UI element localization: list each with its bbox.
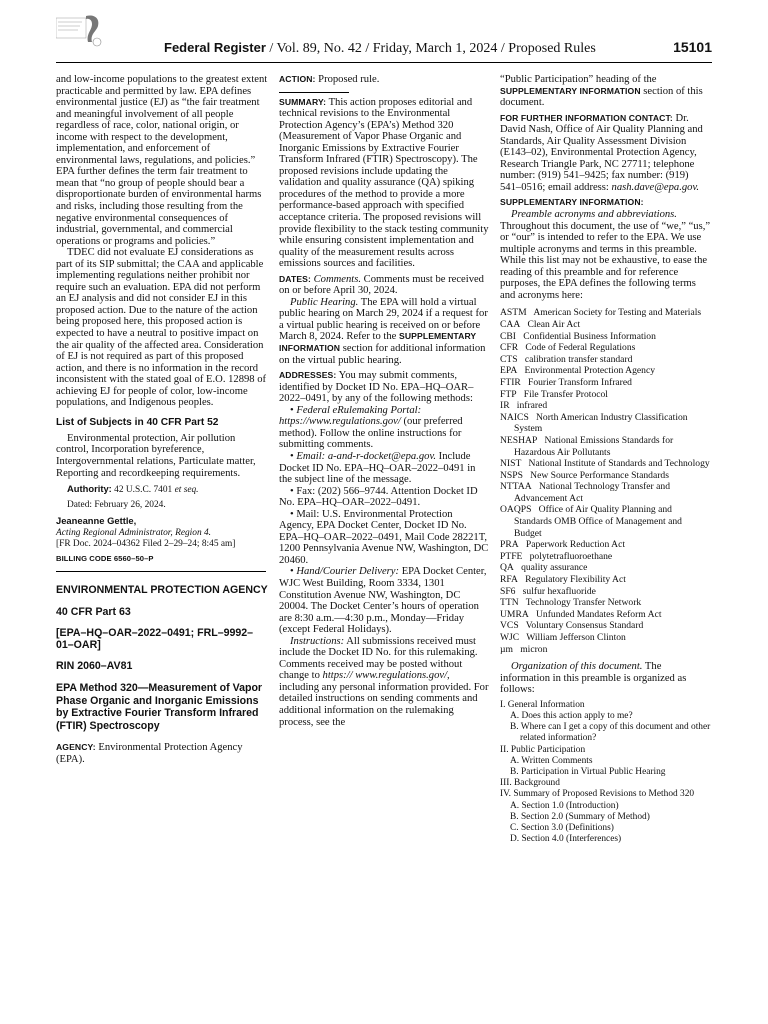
acronym-definition: Environmental Protection Agency [524, 365, 656, 377]
signer-name: Jeaneanne Gettle, [56, 515, 137, 527]
running-head: Federal Register / Vol. 89, No. 42 / Friday, March 1, 2024 / Proposed Rules [164, 40, 596, 56]
acronym-item [500, 539, 712, 551]
billing-code: BILLING CODE 6560–50–P [56, 554, 154, 564]
bullet-hand-delivery: • Hand/Courier Delivery: EPA Docket Center, WJC West Building, Room 3334, 1301 Constitution Avenue NW, Washington, DC 20004. The Docket Center’s hours of operation are 8:30 a.m.—4:30 p.m., Monday—Friday (except Federal Holidays). [279, 566, 487, 636]
acronym-definition: North American Industry Classification System [514, 411, 688, 435]
acronym-item [500, 412, 712, 435]
subjects-text: Environmental protection, Air pollution control, Incorporation byreference, Intergovernmental relations, Particulate matter, Reporting and recordkeeping requirements. [56, 432, 256, 479]
acronym-term: RFA [500, 574, 518, 586]
bullet-email: • Email: a-and-r-docket@epa.gov. Include Docket ID No. EPA–HQ–OAR–2022–0491 in the subject line of the message. [279, 450, 476, 486]
section-divider [56, 571, 266, 572]
acronym-item [500, 331, 712, 343]
acronym-definition: Clean Air Act [527, 318, 581, 330]
acronym-item [500, 389, 712, 401]
dates-paragraph: DATES: Comments. Comments must be received on or before April 30, 2024. [279, 273, 484, 297]
acronym-item [500, 354, 712, 366]
dated-line: Dated: February 26, 2024. [67, 500, 166, 511]
action-line: ACTION: Proposed rule. [279, 74, 380, 85]
acronym-item [500, 400, 712, 412]
acronym-item [500, 586, 712, 598]
table-of-contents [500, 700, 712, 846]
toc-item: I. General Information [500, 699, 585, 710]
acronym-term: NESHAP [500, 434, 538, 446]
toc-item: D. Section 4.0 (Interferences) [510, 834, 622, 845]
acronym-definition: polytetrafluoroethane [529, 550, 613, 562]
rin-line: RIN 2060–AV81 [56, 659, 133, 672]
toc-item: IV. Summary of Proposed Revisions to Method 320 [500, 789, 695, 800]
acronym-term: WJC [500, 632, 520, 644]
agency-text: Environmental Protection Agency (EPA). [56, 742, 243, 765]
acronym-definition: infrared [516, 400, 548, 412]
toc-item: A. Written Comments [510, 755, 593, 766]
toc-item: A. Section 1.0 (Introduction) [510, 800, 619, 811]
acronym-term: FTIR [500, 376, 521, 388]
toc-item: A. Does this action apply to me? [510, 711, 633, 722]
acronym-term: OAQPS [500, 504, 532, 516]
acronym-item [500, 620, 712, 632]
hearing-paragraph: Public Hearing. The EPA will hold a virtual public hearing on March 29, 2024 if a request for a virtual public hearing is received on or before March 8, 2024. Refer to the SUPPLEMENTARY INFORMATION section for additional information on the virtual public hearing. [279, 296, 488, 366]
acronym-item [500, 504, 712, 539]
acronym-term: QA [500, 562, 514, 574]
acronym-item [500, 458, 712, 470]
journal-name: Federal Register [164, 40, 266, 55]
acronym-term: PRA [500, 539, 519, 551]
acronym-term: ASTM [500, 307, 527, 319]
gpo-seal-icon [56, 12, 106, 52]
acronym-term: FTP [500, 388, 517, 400]
acronym-term: PTFE [500, 550, 523, 562]
authority-line [56, 483, 268, 496]
volume-info: Vol. 89, No. 42 [276, 41, 362, 56]
acronym-term: NAICS [500, 411, 529, 423]
acronym-definition: Technology Transfer Network [525, 597, 642, 609]
toc-item: B. Participation in Virtual Public Hearing [510, 767, 666, 778]
acronym-term: CBI [500, 330, 516, 342]
acronym-item [500, 481, 712, 504]
acronym-definition: micron [520, 643, 548, 655]
authority-label: Authority: [67, 483, 112, 495]
acronym-item [500, 307, 712, 319]
section-name: Proposed Rules [508, 41, 596, 56]
acronym-term: CFR [500, 342, 519, 354]
acronym-definition: Confidential Business Information [523, 330, 656, 342]
agency-label: AGENCY: [56, 742, 96, 753]
column-2 [279, 74, 489, 728]
acronym-item [500, 609, 712, 621]
acronym-definition: File Transfer Protocol [523, 388, 608, 400]
acronym-term: EPA [500, 365, 518, 377]
cfr-part: 40 CFR Part 63 [56, 606, 131, 619]
acronym-definition: National Emissions Standards for Hazardous Air Pollutants [514, 434, 674, 458]
acronym-term: NIST [500, 458, 522, 470]
acronym-item [500, 365, 712, 377]
summary-paragraph: SUMMARY: This action proposes editorial and technical revisions to the Environmental Protection Agency’s (EPA’s) Method 320 (Measurement of Vapor Phase Organic and Inorganic Emissions by Extractive Fourier Transform Infrared (FTIR) Spectroscopy). The proposed revisions include updating the validation and quality assurance (QA) spiking procedures of the method to provide a more performance-based approach with specified acceptance criteria. The proposed revisions will provide flexibility to the stack testing community while ensuring consistent implementation and quality of the measurement results across emissions sources and facilities. [279, 96, 489, 270]
acronym-term: CAA [500, 318, 521, 330]
agency-heading: ENVIRONMENTAL PROTECTION AGENCY [56, 583, 268, 596]
supplementary-heading: SUPPLEMENTARY INFORMATION: [500, 197, 644, 208]
acronym-definition: Code of Federal Regulations [525, 342, 636, 354]
acronym-list [500, 307, 712, 655]
acronym-term: NTTAA [500, 481, 532, 493]
acronym-item [500, 342, 712, 354]
acronyms-paragraph: Preamble acronyms and abbreviations. Throughout this document, the use of “we,” “us,” or “our” is intended to refer to the EPA. We use multiple acronyms and terms in this preamble. While this list may not be exhaustive, to ease the reading of this preamble and for reference purposes, the EPA defines the following terms and acronyms here: [500, 209, 711, 301]
acronym-term: UMRA [500, 608, 529, 620]
ej-paragraph-1: and low-income populations to the greatest extent practicable and permitted by law. EPA defines environmental justice (EJ) as “the fair treatment and meaningful involvement of all people regardless of race, color, national origin, or income with respect to the development, implementation, and enforcement of environmental laws, regulations, and policies.” EPA further defines the term fair treatment to mean that “no group of people should bear a disproportionate burden of environmental harms and risks, including those resulting from the negative environmental consequences of industrial, governmental, and commercial operations or programs and policies.” [56, 74, 268, 247]
docket-line: [EPA–HQ–OAR–2022–0491; FRL–9992–01–OAR] [56, 626, 254, 652]
acronym-definition: Paperwork Reduction Act [525, 539, 625, 551]
acronym-definition: National Technology Transfer and Advancement Act [514, 481, 670, 504]
column-3 [500, 74, 712, 845]
acronym-definition: Office of Air Quality Planning and Standards OMB Office of Management and Budget [514, 504, 682, 539]
acronym-definition: Regulatory Flexibility Act [525, 574, 626, 586]
acronym-definition: quality assurance [521, 562, 588, 574]
acronym-item [500, 597, 712, 609]
continuation-paragraph: “Public Participation” heading of the SUPPLEMENTARY INFORMATION section of this document. [500, 74, 703, 109]
fr-doc-line: [FR Doc. 2024–04362 Filed 2–29–24; 8:45 am] [56, 539, 236, 550]
bullet-portal: • Federal eRulemaking Portal: https://www.regulations.gov/ (our preferred method). Follow the online instructions for submitting comments. [279, 404, 463, 451]
authority-etseq: et seq. [174, 485, 199, 496]
acronym-item [500, 551, 712, 563]
authority-text: 42 U.S.C. 7401 [114, 485, 173, 496]
acronym-term: NSPS [500, 469, 523, 481]
acronym-definition: calibration transfer standard [524, 353, 633, 365]
ej-paragraph-2: TDEC did not evaluate EJ considerations as part of its SIP submittal; the CAA and applicable implementing regulations neither prohibit nor require such an evaluation. EPA did not perform an EJ analysis and did not consider EJ in this proposed action. Due to the nature of the action being proposed here, this proposed action is expected to have a neutral to positive impact on the air quality of the affected area. Consideration of EJ is not required as part of this proposed action, and there is no information in the record inconsistent with the stated goal of E.O. 12898 of achieving EJ for people of color, low-income populations, and Indigenous peoples. [56, 247, 267, 409]
acronym-term: SF6 [500, 585, 516, 597]
toc-item: C. Section 3.0 (Definitions) [510, 823, 614, 834]
acronym-item [500, 435, 712, 458]
toc-item: II. Public Participation [500, 744, 586, 755]
acronym-item [500, 470, 712, 482]
acronym-definition: Unfunded Mandates Reform Act [536, 608, 662, 620]
acronym-item [500, 562, 712, 574]
agency-line [56, 742, 268, 765]
acronym-item [500, 377, 712, 389]
acronym-term: VCS [500, 620, 519, 632]
organization-paragraph: Organization of this document. The information in this preamble is organized as follows: [500, 661, 687, 696]
contact-paragraph: FOR FURTHER INFORMATION CONTACT: Dr. David Nash, Office of Air Quality Planning and Standards, Air Quality Assessment Division (E143–02), Environmental Protection Agency, Research Triangle Park, NC 27711; telephone number: (919) 541–9425; fax number: (919) 541–0516; email address: nash.dave@epa.gov. [500, 112, 703, 193]
acronym-definition: Voluntary Consensus Standard [525, 620, 644, 632]
issue-date: Friday, March 1, 2024 [372, 41, 498, 56]
acronym-definition: sulfur hexafluoride [522, 585, 596, 597]
signer-title: Acting Regional Administrator, Region 4. [56, 528, 212, 539]
toc-item: III. Background [500, 778, 560, 789]
bullet-fax: • Fax: (202) 566–9744. Attention Docket ID No. EPA–HQ–OAR–2022–0491. [279, 485, 478, 509]
subjects-heading: List of Subjects in 40 CFR Part 52 [56, 416, 219, 428]
bullet-mail: • Mail: U.S. Environmental Protection Agency, EPA Docket Center, Docket ID No. EPA–HQ–OAR–2022–0491, Mail Code 28221T, 1200 Pennsylvania Avenue NW, Washington, DC 20460. [279, 508, 489, 566]
acronym-definition: National Institute of Standards and Technology [528, 458, 710, 470]
acronym-item [500, 319, 712, 331]
acronym-term: CTS [500, 353, 518, 365]
column-1 [56, 74, 268, 765]
acronym-item [500, 644, 712, 656]
acronym-item [500, 574, 712, 586]
acronym-term: µm [500, 643, 513, 655]
toc-item: B. Where can I get a copy of this document and other related information? [510, 722, 711, 744]
page-header [56, 36, 712, 63]
addresses-paragraph: ADDRESSES: You may submit comments, identified by Docket ID No. EPA–HQ–OAR–2022–0491, by any of the following methods: [279, 370, 474, 405]
acronym-item [500, 632, 712, 644]
instructions-paragraph: Instructions: All submissions received must include the Docket ID No. for this rulemaking. Comments received may be posted without change to https:// www.regulations.gov/, including any personal information provided. For detailed instructions on sending comments and additional information on the rulemaking process, see the [279, 635, 489, 728]
page-number: 15101 [673, 39, 712, 55]
toc-item: B. Section 2.0 (Summary of Method) [510, 811, 650, 822]
acronym-term: IR [500, 400, 510, 412]
acronym-definition: Fourier Transform Infrared [528, 376, 632, 388]
acronym-definition: William Jefferson Clinton [526, 632, 626, 644]
acronym-term: TTN [500, 597, 519, 609]
document-title: EPA Method 320—Measurement of Vapor Phase Organic and Inorganic Emissions by Extractive Fourier Transform Infrared (FTIR) Spectroscopy [56, 682, 263, 732]
acronym-definition: New Source Performance Standards [530, 469, 669, 481]
acronym-definition: American Society for Testing and Materials [533, 307, 702, 319]
